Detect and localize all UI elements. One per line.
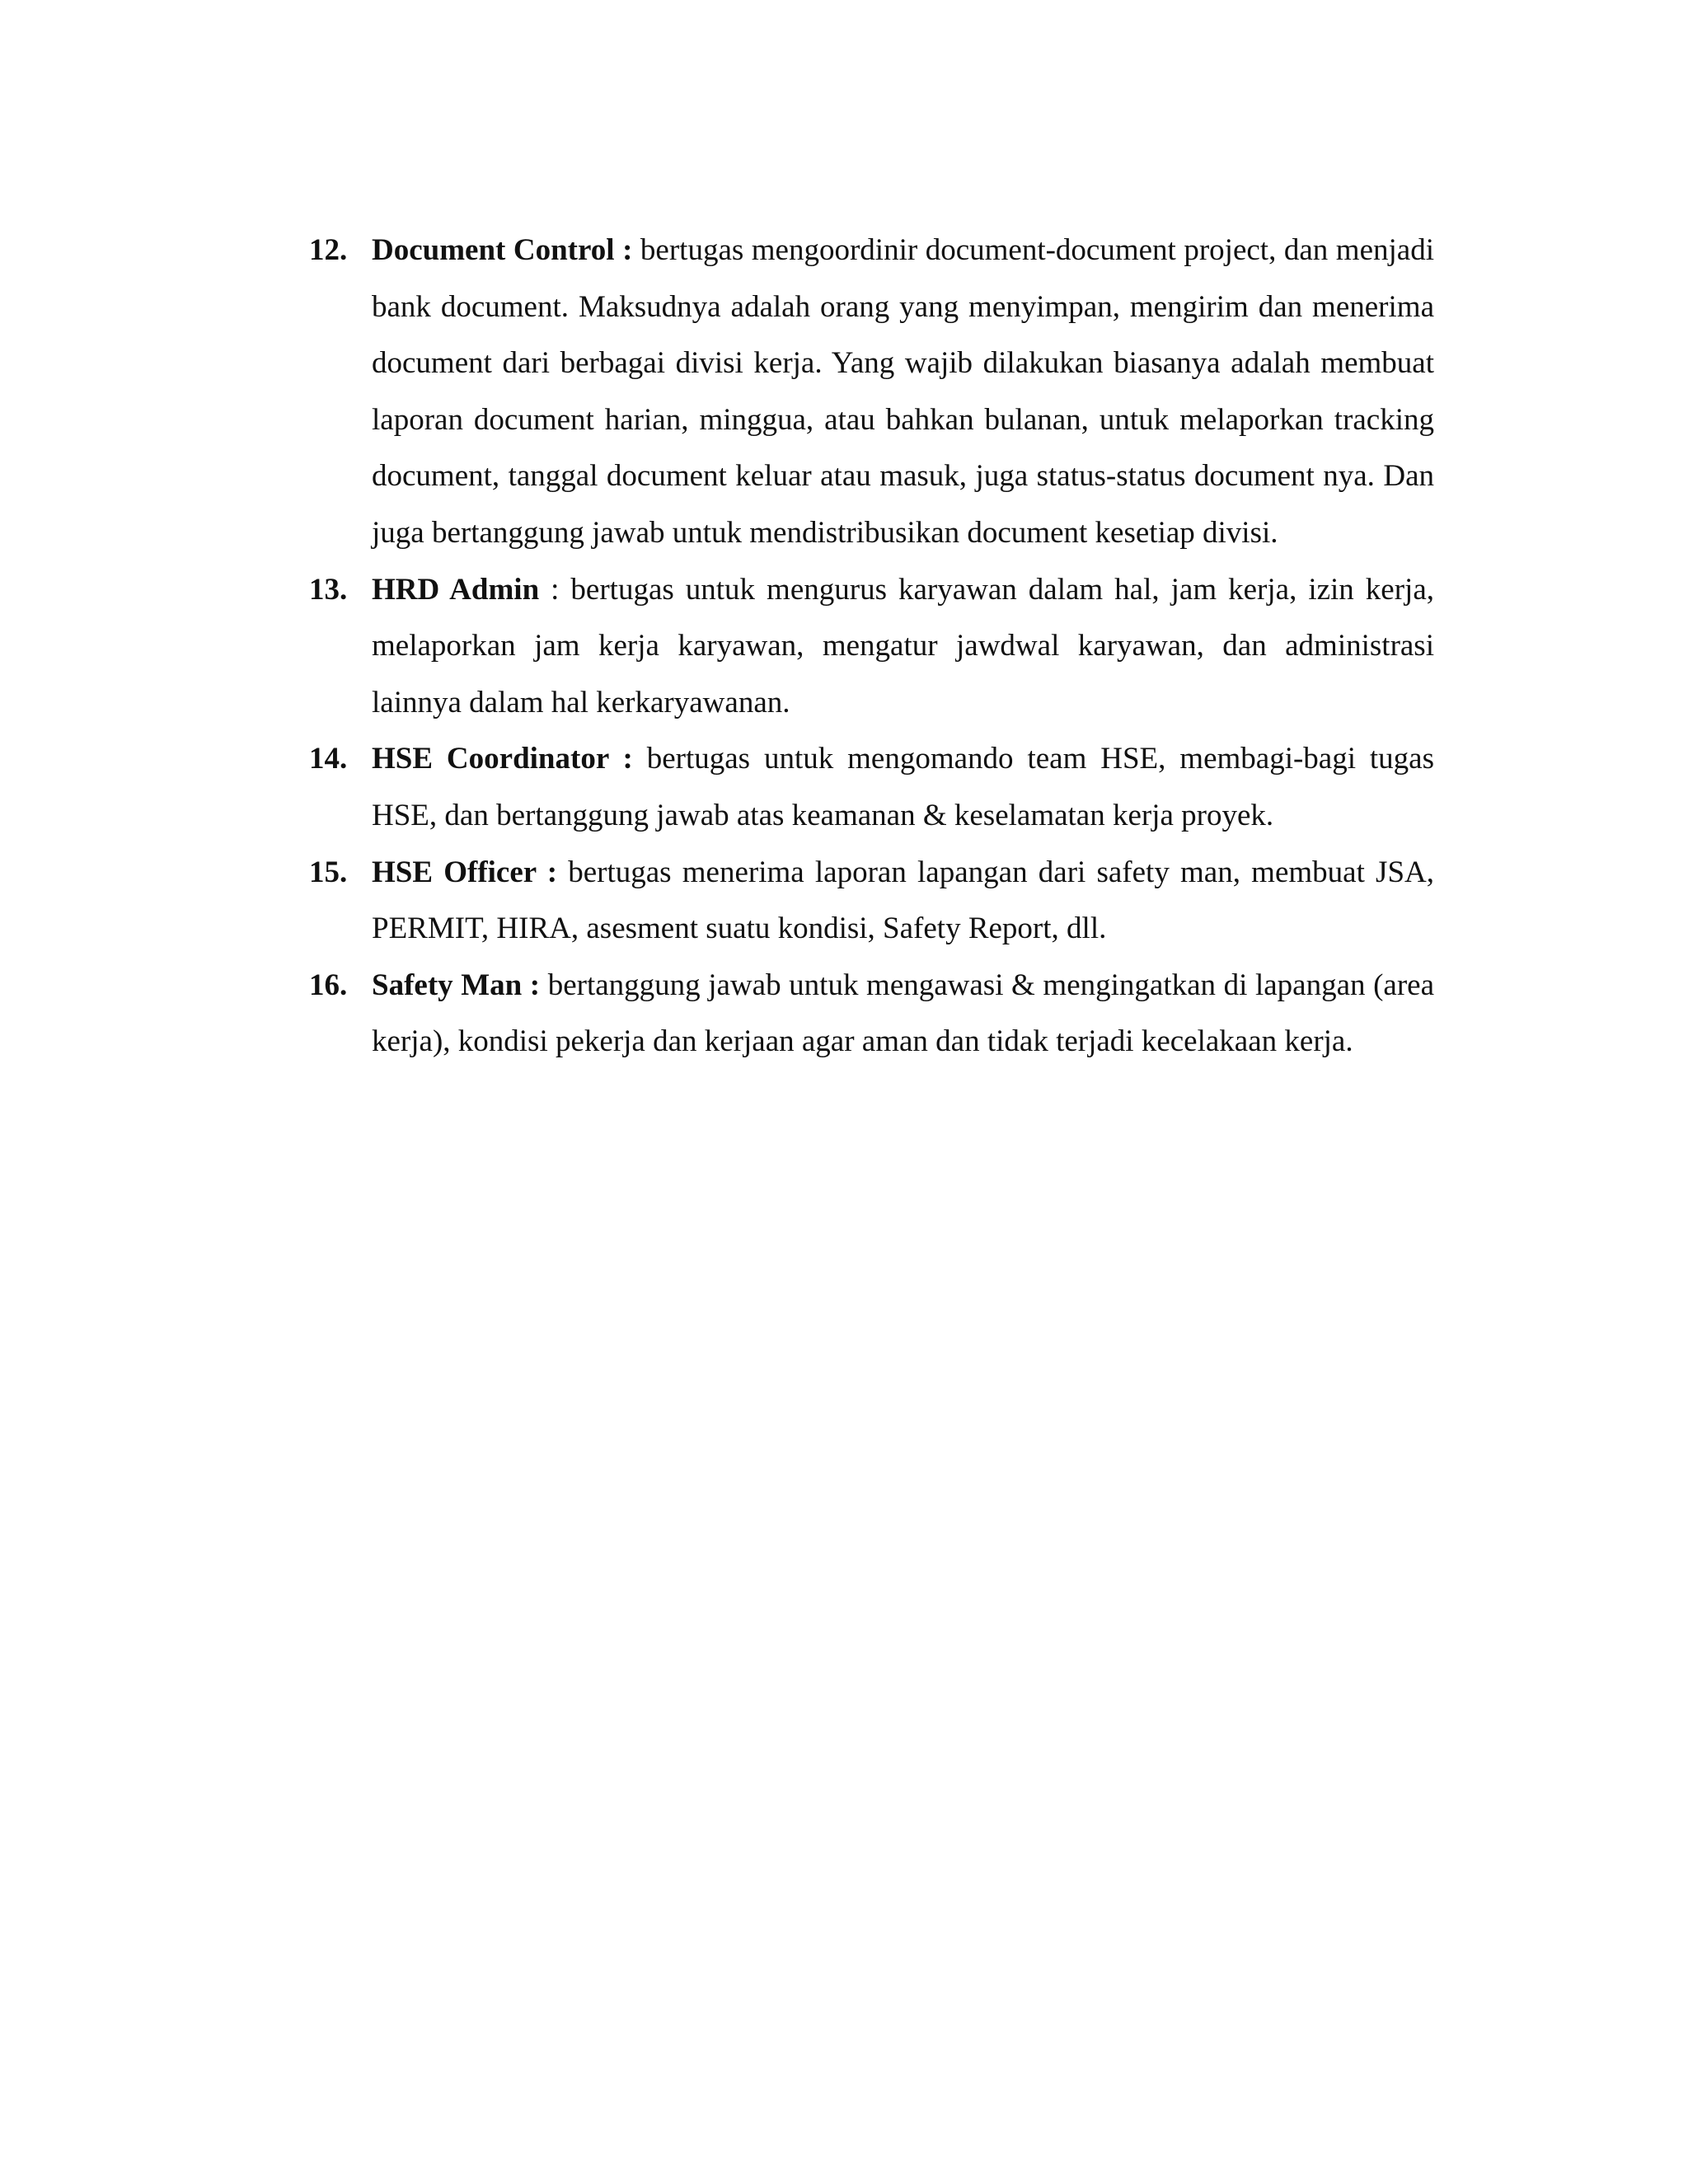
item-number: 15. xyxy=(309,855,348,889)
item-term: HRD Admin xyxy=(372,572,540,607)
item-description: bertugas menerima laporan lapangan dari safety man, membuat JSA, PERMIT, HIRA, asesment suatu kondisi, Safety Report, dll. xyxy=(372,855,1434,946)
list-item-document-control xyxy=(309,223,1434,562)
item-term: HSE Officer : xyxy=(372,855,558,889)
job-description-list xyxy=(309,223,1434,1071)
item-description: bertugas mengoordinir document-document project, dan menjadi bank document. Maksudnya adalah orang yang menyimpan, mengirim dan menerima document dari berbagai divisi kerja. Yang wajib dilakukan biasanya adalah membuat laporan document harian, minggua, atau bahkan bulanan, untuk melaporkan tracking document, tanggal document keluar atau masuk, juga status-status document nya. Dan juga bertanggung jawab untuk mendistribusikan document kesetiap divisi. xyxy=(372,233,1434,550)
item-number: 12. xyxy=(309,233,348,267)
item-description: bertanggung jawab untuk mengawasi & mengingatkan di lapangan (area kerja), kondisi pekerja dan kerjaan agar aman dan tidak terjadi kecelakaan kerja. xyxy=(372,968,1435,1059)
item-term: Document Control : xyxy=(372,233,633,267)
item-description: bertugas untuk mengomando team HSE, membagi-bagi tugas HSE, dan bertanggung jawab atas keamanan & keselamatan kerja proyek. xyxy=(372,742,1434,832)
item-number: 13. xyxy=(309,572,348,607)
item-description: : bertugas untuk mengurus karyawan dalam hal, jam kerja, izin kerja, melaporkan jam kerja karyawan, mengatur jawdwal karyawan, dan administrasi lainnya dalam hal kerkaryawanan. xyxy=(372,572,1434,719)
item-term: HSE Coordinator : xyxy=(372,742,633,776)
list-item-hse-coordinator xyxy=(309,731,1434,844)
list-item-safety-man xyxy=(309,958,1434,1071)
item-number: 16. xyxy=(309,968,348,1002)
list-item-hse-officer xyxy=(309,845,1434,958)
list-item-hrd-admin xyxy=(309,562,1434,732)
item-term: Safety Man : xyxy=(372,968,541,1002)
item-number: 14. xyxy=(309,742,348,776)
